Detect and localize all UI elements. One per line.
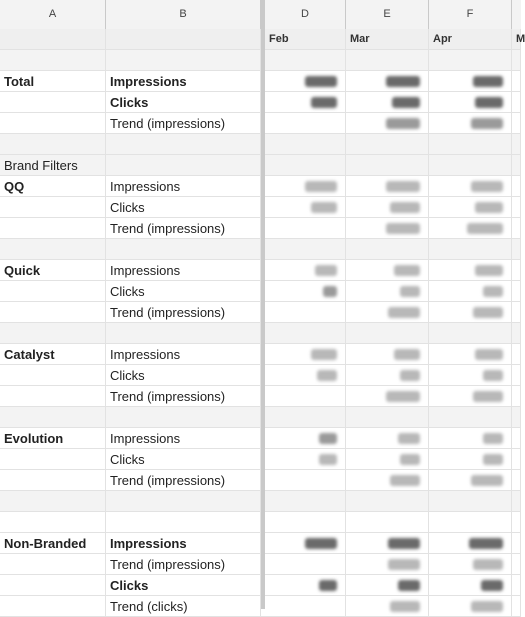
cell-a[interactable]: Evolution [0,428,106,449]
cell-value[interactable] [512,365,521,386]
cell-value[interactable] [429,50,512,71]
cell-value[interactable] [429,575,512,596]
cell-value[interactable] [265,428,346,449]
cell-b[interactable]: Clicks [106,365,261,386]
cell-a[interactable]: Brand Filters [0,155,106,176]
redacted-value [305,181,337,192]
cell-value[interactable] [429,365,512,386]
redacted-value [475,202,503,213]
cell-value[interactable] [346,449,429,470]
cell-value[interactable] [512,323,521,344]
cell-a[interactable] [0,407,106,428]
cell-b[interactable]: Impressions [106,344,261,365]
cell-value[interactable] [429,134,512,155]
redacted-value [386,181,420,192]
cell-b[interactable]: Impressions [106,260,261,281]
cell-a[interactable] [0,197,106,218]
cell-b[interactable]: Trend (clicks) [106,596,261,617]
cell-value[interactable] [429,449,512,470]
redacted-value [400,370,420,381]
cell-value[interactable] [265,239,346,260]
cell-b[interactable]: Trend (impressions) [106,218,261,239]
redacted-value [483,433,503,444]
cell-value[interactable] [265,512,346,533]
cell-a[interactable]: Non-Branded [0,533,106,554]
cell-value[interactable] [429,155,512,176]
redacted-value [471,118,503,129]
cell-value[interactable] [512,260,521,281]
cell-value[interactable] [346,176,429,197]
redacted-value [311,97,337,108]
cell-value[interactable] [429,176,512,197]
cell-value[interactable] [429,344,512,365]
month-label[interactable]: Feb [265,29,346,50]
cell-value[interactable] [512,71,521,92]
cell-value[interactable] [265,596,346,617]
cell-value[interactable] [265,491,346,512]
cell-value[interactable] [265,407,346,428]
cell-a[interactable] [0,239,106,260]
cell-value[interactable] [265,134,346,155]
cell-value[interactable] [346,239,429,260]
cell-value[interactable] [429,239,512,260]
cell-b[interactable]: Impressions [106,428,261,449]
redacted-value [388,307,420,318]
cell-b[interactable] [106,512,261,533]
cell-value[interactable] [429,491,512,512]
cell-value[interactable] [429,218,512,239]
cell-b[interactable] [106,134,261,155]
cell-value[interactable] [346,491,429,512]
redacted-value [400,286,420,297]
cell-value[interactable] [429,512,512,533]
redacted-value [481,580,503,591]
cell-value[interactable] [512,470,521,491]
redacted-value [319,454,337,465]
redacted-value [475,265,503,276]
cell-value[interactable] [265,92,346,113]
cell-value[interactable] [429,260,512,281]
redacted-value [475,97,503,108]
cell-value[interactable] [429,428,512,449]
redacted-value [311,349,337,360]
cell-value[interactable] [265,50,346,71]
cell-b[interactable]: Trend (impressions) [106,113,261,134]
cell-value[interactable] [346,71,429,92]
cell-a[interactable] [0,512,106,533]
cell-b[interactable]: Clicks [106,281,261,302]
cell-value[interactable] [265,323,346,344]
cell-value[interactable] [429,554,512,575]
cell-value[interactable] [265,302,346,323]
cell-value[interactable] [265,575,346,596]
cell-value[interactable] [346,323,429,344]
cell-a[interactable] [0,50,106,71]
cell-value[interactable] [512,491,521,512]
redacted-value [390,475,420,486]
cell-value[interactable] [346,344,429,365]
redacted-value [388,559,420,570]
cell-a[interactable] [0,113,106,134]
redacted-value [471,181,503,192]
redacted-value [471,475,503,486]
column-header-g[interactable] [512,0,521,29]
cell-value[interactable] [429,386,512,407]
cell-value[interactable] [512,344,521,365]
cell-value[interactable] [346,155,429,176]
cell-value[interactable] [512,197,521,218]
cell-value[interactable] [429,113,512,134]
cell-value[interactable] [512,596,521,617]
month-label[interactable]: M [512,29,521,50]
cell-value[interactable] [346,386,429,407]
cell-value[interactable] [429,92,512,113]
cell-value[interactable] [346,134,429,155]
cell-value[interactable] [512,92,521,113]
cell-value[interactable] [512,428,521,449]
cell-value[interactable] [346,113,429,134]
cell-value[interactable] [429,533,512,554]
cell-b[interactable]: Trend (impressions) [106,554,261,575]
cell-b[interactable] [106,239,261,260]
column-header-e[interactable]: E [346,0,429,29]
cell-value[interactable] [265,218,346,239]
cell-value[interactable] [265,155,346,176]
cell-value[interactable] [512,155,521,176]
cell-value[interactable] [265,71,346,92]
cell-b[interactable]: Impressions [106,71,261,92]
cell-value[interactable] [512,533,521,554]
redacted-value [319,580,337,591]
column-header-a[interactable]: A [0,0,106,29]
redacted-value [305,538,337,549]
cell-value[interactable] [512,218,521,239]
column-header-f[interactable]: F [429,0,512,29]
cell-value[interactable] [346,512,429,533]
redacted-value [473,307,503,318]
cell-value[interactable] [346,365,429,386]
cell-value[interactable] [265,113,346,134]
cell-value[interactable] [429,407,512,428]
cell-value[interactable] [265,176,346,197]
redacted-value [473,559,503,570]
cell-a[interactable] [0,302,106,323]
cell-a[interactable] [0,449,106,470]
cell-value[interactable] [512,113,521,134]
cell-b[interactable] [106,29,261,50]
cell-value[interactable] [265,386,346,407]
redacted-value [483,370,503,381]
frozen-column-divider[interactable] [261,0,265,609]
redacted-value [392,97,420,108]
month-label[interactable]: Apr [429,29,512,50]
redacted-value [311,202,337,213]
cell-value[interactable] [512,281,521,302]
cell-a[interactable]: Quick [0,260,106,281]
cell-a[interactable] [0,596,106,617]
cell-value[interactable] [265,260,346,281]
redacted-value [475,349,503,360]
cell-value[interactable] [265,449,346,470]
redacted-value [390,202,420,213]
redacted-value [473,391,503,402]
redacted-value [398,433,420,444]
cell-value[interactable] [512,50,521,71]
redacted-value [319,433,337,444]
cell-a[interactable] [0,92,106,113]
cell-value[interactable] [346,302,429,323]
cell-a[interactable] [0,386,106,407]
cell-value[interactable] [429,197,512,218]
redacted-value [483,286,503,297]
cell-value[interactable] [265,470,346,491]
column-header-b[interactable]: B [106,0,261,29]
redacted-value [386,76,420,87]
cell-value[interactable] [346,533,429,554]
cell-value[interactable] [346,470,429,491]
cell-value[interactable] [265,197,346,218]
column-header-d[interactable]: D [265,0,346,29]
cell-b[interactable] [106,323,261,344]
cell-a[interactable] [0,470,106,491]
redacted-value [390,601,420,612]
cell-value[interactable] [346,554,429,575]
redacted-value [386,223,420,234]
cell-value[interactable] [429,71,512,92]
cell-value[interactable] [265,533,346,554]
redacted-value [386,391,420,402]
cell-value[interactable] [512,386,521,407]
redacted-value [469,538,503,549]
cell-value[interactable] [429,302,512,323]
redacted-value [386,118,420,129]
cell-value[interactable] [429,281,512,302]
cell-value[interactable] [346,50,429,71]
cell-a[interactable] [0,29,106,50]
redacted-value [317,370,337,381]
cell-a[interactable]: QQ [0,176,106,197]
cell-value[interactable] [265,365,346,386]
cell-a[interactable]: Total [0,71,106,92]
redacted-value [400,454,420,465]
redacted-value [483,454,503,465]
cell-value[interactable] [512,554,521,575]
cell-a[interactable] [0,218,106,239]
redacted-value [305,76,337,87]
cell-a[interactable] [0,554,106,575]
cell-value[interactable] [346,218,429,239]
cell-a[interactable] [0,323,106,344]
cell-value[interactable] [512,239,521,260]
cell-value[interactable] [346,575,429,596]
cell-b[interactable]: Clicks [106,575,261,596]
cell-value[interactable] [265,281,346,302]
cell-value[interactable] [346,281,429,302]
redacted-value [388,538,420,549]
cell-a[interactable] [0,134,106,155]
cell-b[interactable] [106,407,261,428]
redacted-value [394,265,420,276]
cell-value[interactable] [429,470,512,491]
cell-b[interactable]: Trend (impressions) [106,386,261,407]
cell-b[interactable]: Trend (impressions) [106,470,261,491]
redacted-value [471,601,503,612]
redacted-value [467,223,503,234]
cell-value[interactable] [512,449,521,470]
cell-a[interactable] [0,365,106,386]
cell-a[interactable] [0,281,106,302]
cell-value[interactable] [346,428,429,449]
redacted-value [473,76,503,87]
cell-a[interactable]: Catalyst [0,344,106,365]
cell-value[interactable] [346,260,429,281]
cell-b[interactable] [106,491,261,512]
cell-value[interactable] [512,575,521,596]
cell-b[interactable]: Trend (impressions) [106,302,261,323]
cell-value[interactable] [512,176,521,197]
cell-b[interactable]: Clicks [106,197,261,218]
cell-value[interactable] [512,407,521,428]
cell-value[interactable] [512,134,521,155]
month-label[interactable]: Mar [346,29,429,50]
cell-b[interactable]: Clicks [106,449,261,470]
redacted-value [315,265,337,276]
cell-b[interactable]: Clicks [106,92,261,113]
cell-value[interactable] [429,596,512,617]
cell-b[interactable] [106,50,261,71]
cell-value[interactable] [346,596,429,617]
cell-b[interactable]: Impressions [106,533,261,554]
cell-b[interactable]: Impressions [106,176,261,197]
redacted-value [394,349,420,360]
cell-a[interactable] [0,575,106,596]
cell-value[interactable] [512,512,521,533]
cell-value[interactable] [346,197,429,218]
cell-b[interactable] [106,155,261,176]
cell-a[interactable] [0,491,106,512]
cell-value[interactable] [346,407,429,428]
redacted-value [323,286,337,297]
cell-value[interactable] [429,323,512,344]
cell-value[interactable] [265,554,346,575]
redacted-value [398,580,420,591]
cell-value[interactable] [512,302,521,323]
cell-value[interactable] [265,344,346,365]
cell-value[interactable] [346,92,429,113]
